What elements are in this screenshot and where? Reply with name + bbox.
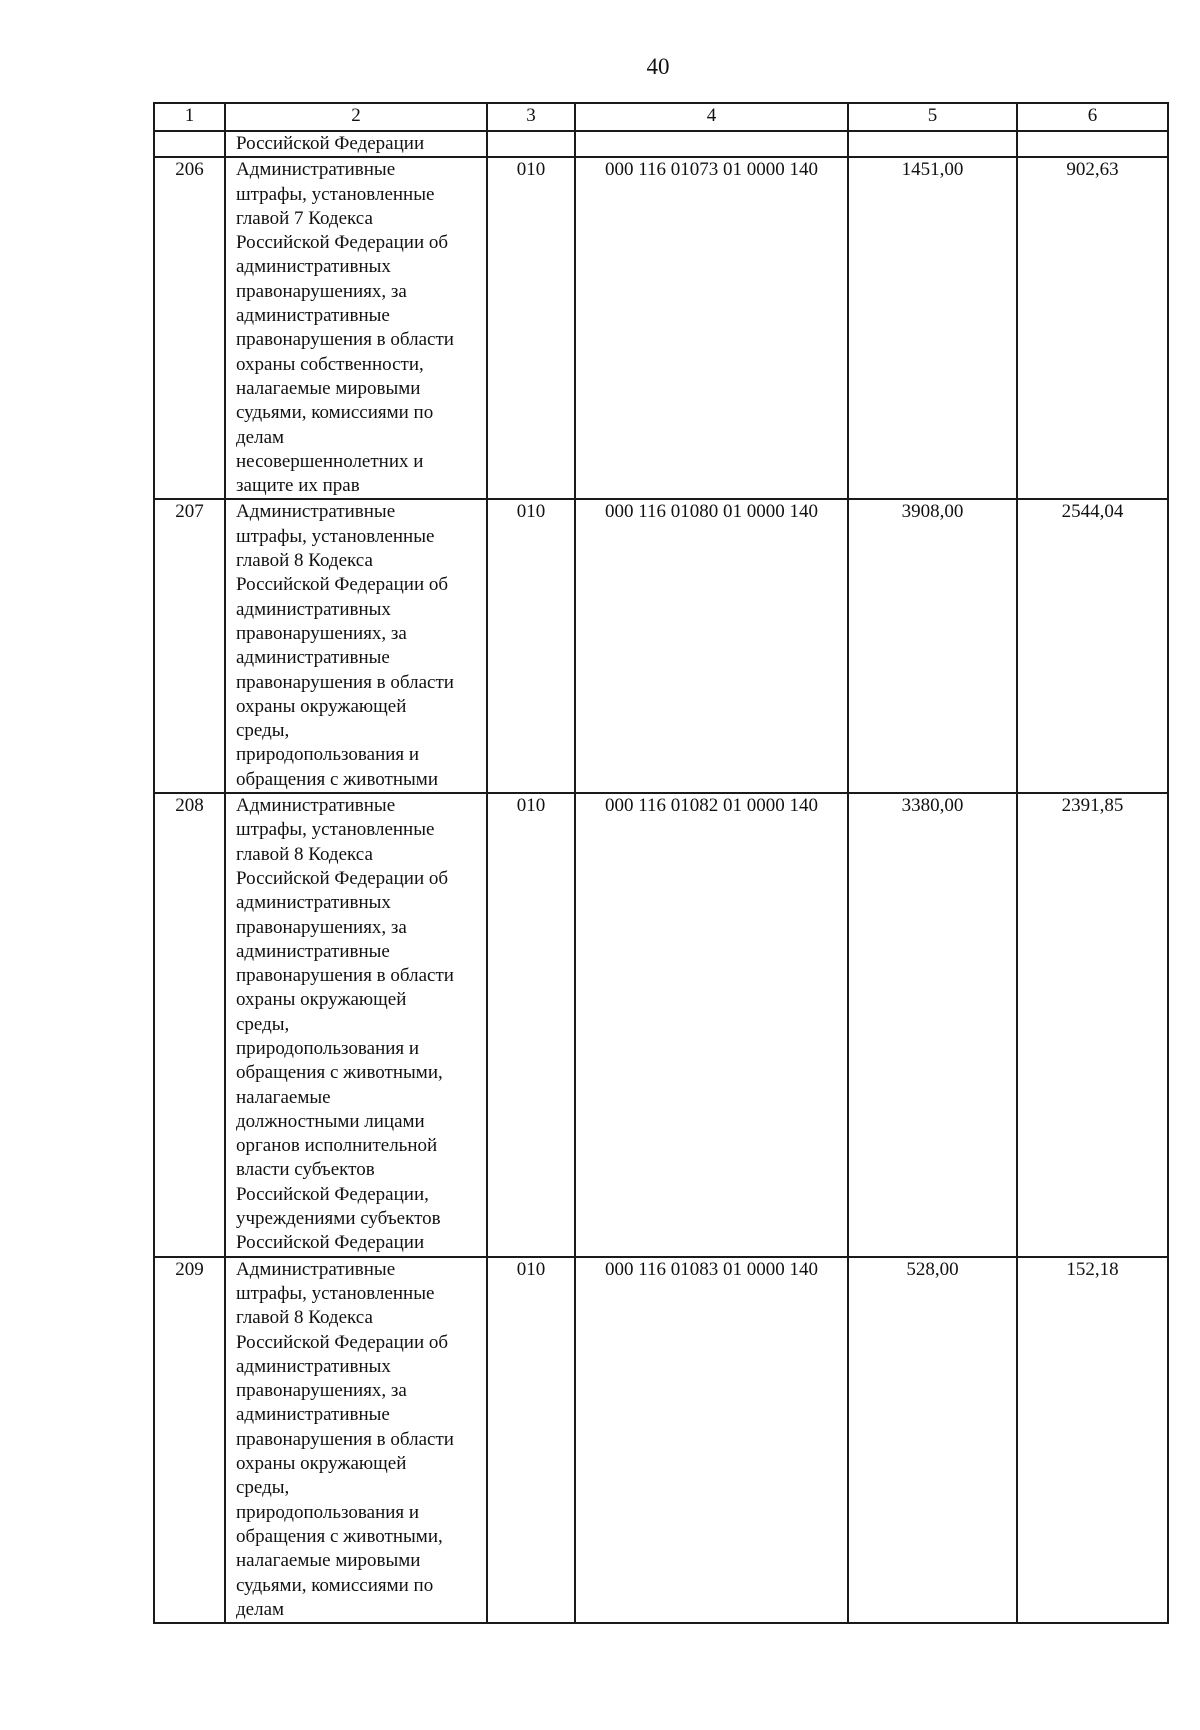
page-number: 40	[646, 54, 670, 79]
continuation-cell-3	[487, 131, 575, 157]
row-number: 209	[154, 1257, 225, 1623]
row-col6-amount: 902,63	[1017, 157, 1168, 499]
continuation-cell-5	[848, 131, 1017, 157]
row-budget-code: 000 116 01073 01 0000 140	[575, 157, 848, 499]
column-header-3: 3	[487, 103, 575, 131]
table-row	[154, 1257, 1168, 1623]
row-col3: 010	[487, 1257, 575, 1623]
table-row	[154, 157, 1168, 499]
row-col5-amount: 3908,00	[848, 499, 1017, 793]
row-description: Административные штрафы, установленные главой 7 Кодекса Российской Федерации об административных правонарушениях, за административные правонарушения в области охраны собственности, налагаемые мировыми судьями, комиссиями по делам несовершеннолетних и защите их прав	[225, 157, 487, 499]
table-header-row	[154, 103, 1168, 131]
continuation-cell-1	[154, 131, 225, 157]
row-number: 208	[154, 793, 225, 1257]
continuation-row	[154, 131, 1168, 157]
row-number: 207	[154, 499, 225, 793]
column-header-5: 5	[848, 103, 1017, 131]
row-budget-code: 000 116 01082 01 0000 140	[575, 793, 848, 1257]
row-col6-amount: 152,18	[1017, 1257, 1168, 1623]
column-header-6: 6	[1017, 103, 1168, 131]
row-description: Административные штрафы, установленные главой 8 Кодекса Российской Федерации об административных правонарушениях, за административные правонарушения в области охраны окружающей среды, природопользования и обращения с животными, налагаемые мировыми судьями, комиссиями по делам	[225, 1257, 487, 1623]
continuation-text: Российской Федерации	[225, 131, 487, 157]
row-col3: 010	[487, 499, 575, 793]
row-col5-amount: 1451,00	[848, 157, 1017, 499]
table-row	[154, 499, 1168, 793]
row-col6-amount: 2544,04	[1017, 499, 1168, 793]
row-col5-amount: 3380,00	[848, 793, 1017, 1257]
column-header-2: 2	[225, 103, 487, 131]
row-col3: 010	[487, 793, 575, 1257]
row-col5-amount: 528,00	[848, 1257, 1017, 1623]
row-description: Административные штрафы, установленные главой 8 Кодекса Российской Федерации об административных правонарушениях, за административные правонарушения в области охраны окружающей среды, природопользования и обращения с животными, налагаемые должностными лицами органов исполнительной власти субъектов Российской Федерации, учреждениями субъектов Российской Федерации	[225, 793, 487, 1257]
row-col3: 010	[487, 157, 575, 499]
row-description: Административные штрафы, установленные главой 8 Кодекса Российской Федерации об административных правонарушениях, за административные правонарушения в области охраны окружающей среды, природопользования и обращения с животными	[225, 499, 487, 793]
budget-table	[153, 102, 1169, 1624]
row-budget-code: 000 116 01083 01 0000 140	[575, 1257, 848, 1623]
table-row	[154, 793, 1168, 1257]
column-header-4: 4	[575, 103, 848, 131]
continuation-cell-4	[575, 131, 848, 157]
row-col6-amount: 2391,85	[1017, 793, 1168, 1257]
continuation-cell-6	[1017, 131, 1168, 157]
row-budget-code: 000 116 01080 01 0000 140	[575, 499, 848, 793]
row-number: 206	[154, 157, 225, 499]
column-header-1: 1	[154, 103, 225, 131]
